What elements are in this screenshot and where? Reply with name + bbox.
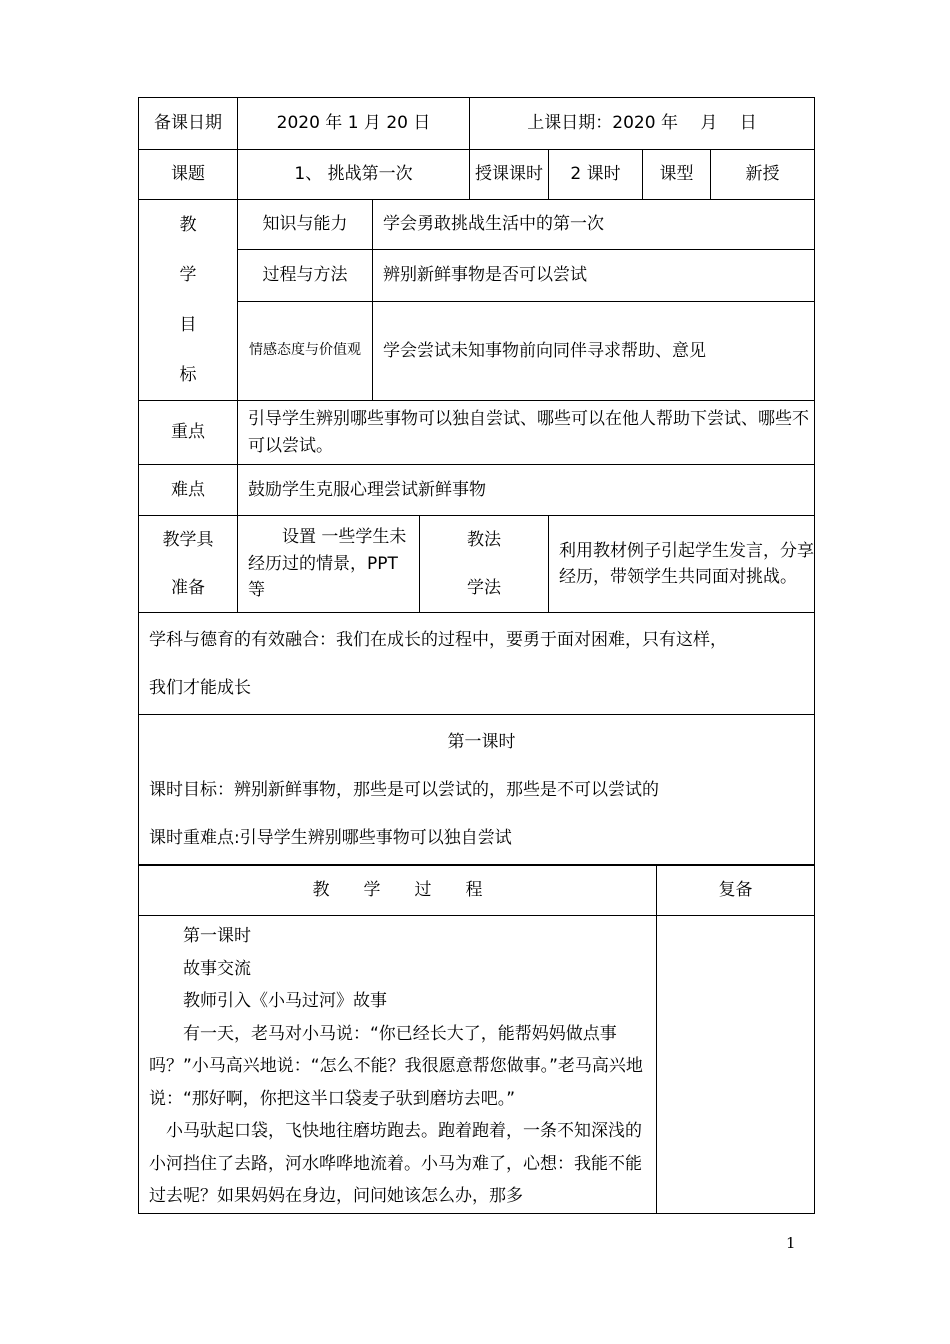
tools-text: 设置 一些学生未经历过的情景，PPT 等 (238, 516, 420, 613)
integration-text-2: 我们才能成长 (149, 677, 251, 698)
page-number: 1 (786, 1234, 796, 1252)
difficulty-label: 难点 (139, 465, 238, 516)
key-point-text: 引导学生辨别哪些事物可以独自尝试、哪些可以在他人帮助下尝试、哪些不可以尝试。 (238, 401, 815, 465)
lesson-process-table (138, 865, 815, 1214)
tools-label: 教学具 准备 (139, 516, 238, 613)
objective-process-label: 过程与方法 (238, 250, 373, 301)
objective-knowledge-label: 知识与能力 (238, 200, 373, 250)
lesson-section-cell (139, 715, 815, 865)
process-line-1: 第一课时 (183, 926, 251, 946)
story-paragraph-2: 小马驮起口袋，飞快地往磨坊跑去。跑着跑着，一条不知深浅的小河挡住了去路，河水哗哗地流着。小马为难了，心想：我能不能过去呢？如果妈妈在身边，问问她该怎么办，那多 (149, 1121, 642, 1206)
process-header: 教 学 过 程 (139, 866, 657, 916)
integration-cell (139, 613, 815, 715)
integration-text-1: 学科与德育的有效融合：我们在成长的过程中，要勇于面对困难，只有这样， (149, 629, 727, 650)
difficulty-text: 鼓励学生克服心理尝试新鲜事物 (238, 465, 815, 516)
class-date-value: 上课日期：2020 年 月 日 (470, 98, 815, 150)
process-line-2: 故事交流 (183, 958, 251, 979)
hours-label: 授课课时 (470, 150, 549, 200)
method-text: 利用教材例子引起学生发言，分享经历，带领学生共同面对挑战。 (549, 516, 815, 613)
lesson-plan-table-top (138, 97, 815, 865)
objective-emotion-text: 学会尝试未知事物前向同伴寻求帮助、意见 (373, 301, 815, 401)
lesson-goal: 课时目标：辨别新鲜事物，那些是可以尝试的，那些是不可以尝试的 (149, 779, 659, 800)
topic-label: 课题 (139, 150, 238, 200)
type-value: 新授 (711, 150, 815, 200)
objectives-label: 教 学 目 标 (139, 200, 238, 401)
topic-value: 1、 挑战第一次 (238, 150, 470, 200)
review-body (657, 916, 815, 1214)
process-line-3: 教师引入《小马过河》故事 (183, 991, 387, 1011)
process-body (139, 916, 657, 1214)
objective-knowledge-text: 学会勇敢挑战生活中的第一次 (373, 200, 815, 250)
objective-emotion-label: 情感态度与价值观 (238, 301, 373, 401)
key-point-label: 重点 (139, 401, 238, 465)
method-label: 教法 学法 (420, 516, 549, 613)
review-header: 复备 (657, 866, 815, 916)
objective-process-text: 辨别新鲜事物是否可以尝试 (373, 250, 815, 301)
lesson-key: 课时重难点:引导学生辨别哪些事物可以独自尝试 (149, 827, 512, 848)
lesson-section-title: 第一课时 (447, 731, 516, 752)
prep-date-value: 2020 年 1 月 20 日 (238, 98, 470, 150)
prep-date-label: 备课日期 (139, 98, 238, 150)
hours-value: 2 课时 (549, 150, 643, 200)
story-paragraph-1: 有一天，老马对小马说：“你已经长大了，能帮妈妈做点事吗？”小马高兴地说：“怎么不能？我很愿意帮您做事。”老马高兴地说：“那好啊，你把这半口袋麦子驮到磨坊去吧。” (149, 1023, 643, 1109)
type-label: 课型 (643, 150, 711, 200)
